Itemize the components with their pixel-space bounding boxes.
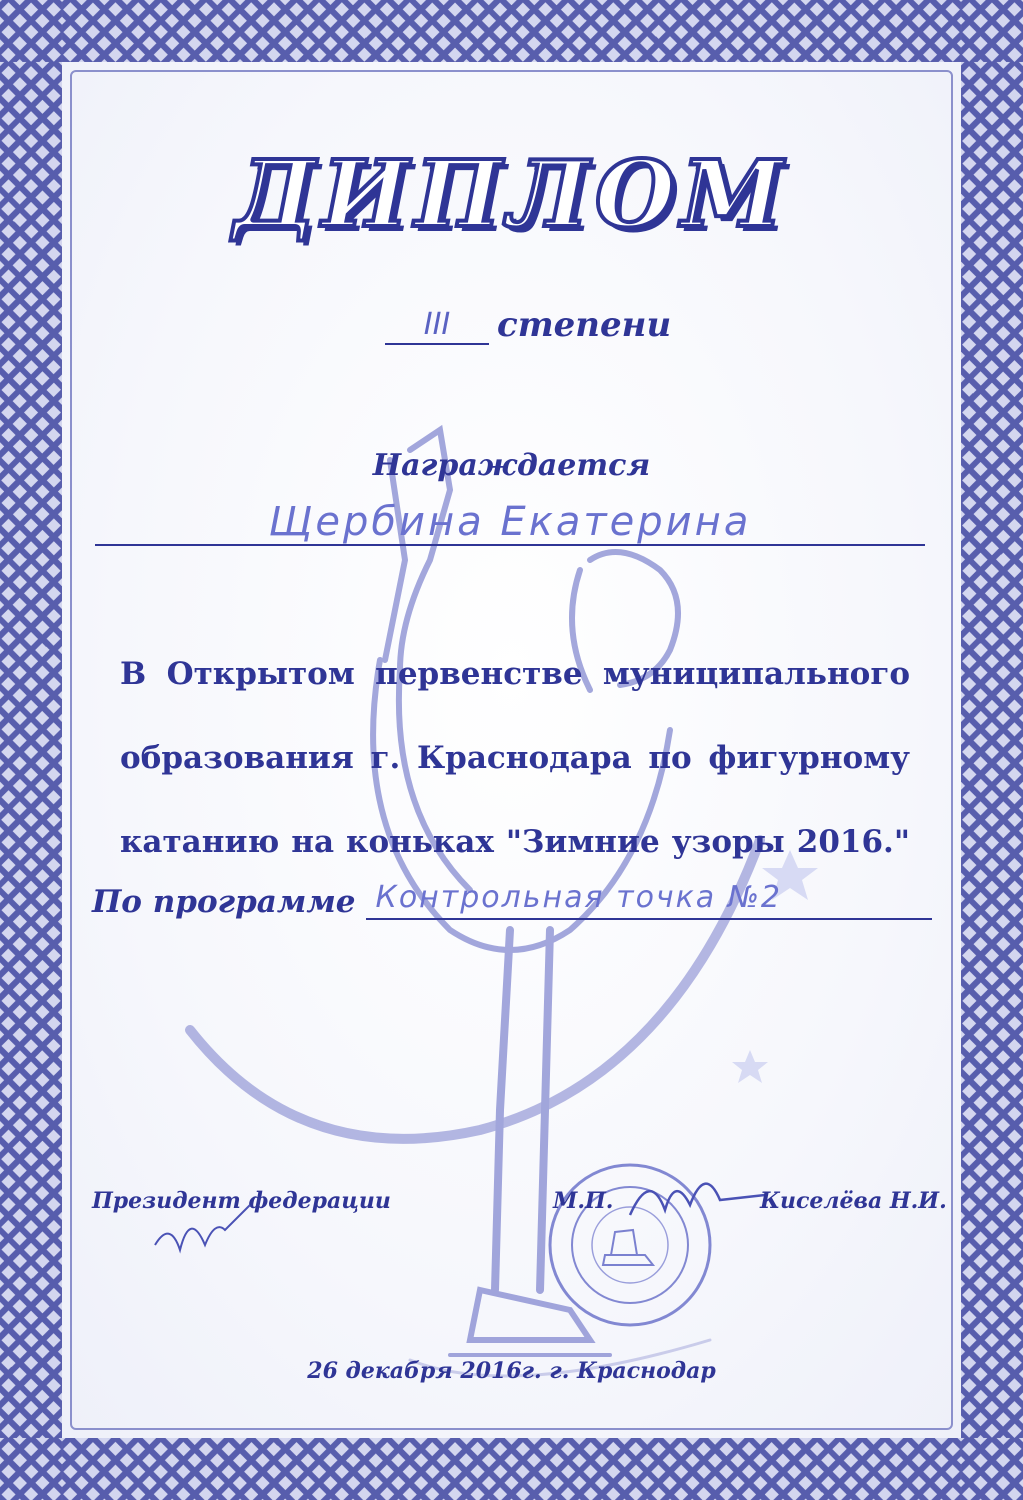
chair-signature xyxy=(620,1160,770,1230)
degree-label: степени xyxy=(497,305,672,345)
president-signature xyxy=(150,1200,260,1260)
president-label: Президент федерации xyxy=(92,1188,391,1214)
program-line xyxy=(92,878,932,920)
seal-label: М.П. xyxy=(553,1188,614,1214)
event-description xyxy=(120,632,910,884)
degree-line xyxy=(385,305,671,345)
program-label: По программе xyxy=(92,884,356,920)
event-line: В Открытом первенстве муниципального xyxy=(120,656,910,692)
program-value: Контрольная точка №2 xyxy=(366,878,932,920)
event-line: катанию на коньках "Зимние узоры 2016." xyxy=(120,824,910,860)
recipient-name: Щербина Екатерина xyxy=(95,500,925,546)
signer-name: Киселёва Н.И. xyxy=(760,1188,947,1214)
awarded-label: Награждается xyxy=(372,448,651,483)
diploma-title: ДИПЛОМ xyxy=(234,140,789,248)
date-place: 26 декабря 2016г. г. Краснодар xyxy=(307,1358,716,1384)
degree-value: III xyxy=(385,307,489,345)
event-line: образования г. Краснодара по фигурному xyxy=(120,740,910,776)
